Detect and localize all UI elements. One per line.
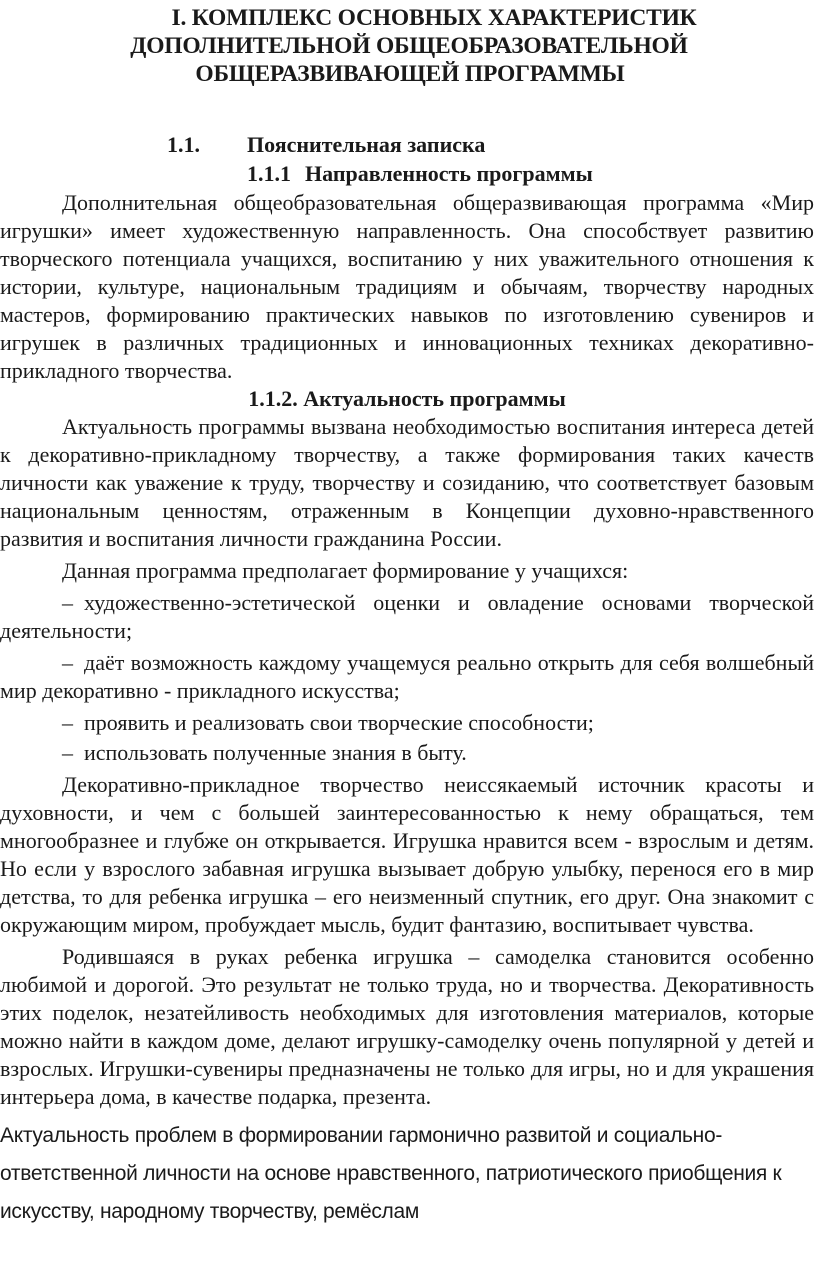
section-heading-1-1-2: 1.1.2. Актуальность программы xyxy=(248,386,566,411)
section-heading-1-1-1 xyxy=(0,159,814,189)
list-item xyxy=(0,589,814,645)
list-dash: – xyxy=(62,740,73,765)
paragraph-program-intro: Данная программа предполагает формирование у учащихся: xyxy=(62,558,629,583)
paragraph-decorative-art: Декоративно-прикладное творчество неиссякаемый источник красоты и духовности, и чем с большей заинтересованностью к нему обращаться, тем многообразнее и глубже он открывается. Игрушка нравится всем - взрослым и детям. Но если у взрослого забавная игрушка вызывает добрую улыбку, перенося его в мир детства, то для ребенка игрушка – его неизменный спутник, его друг. Она знакомит с окружающим миром, пробуждает мысль, будит фантазию, воспитывает чувства. xyxy=(0,772,814,937)
list-dash: – xyxy=(62,650,73,675)
paragraph-problems-relevance: Актуальность проблем в формировании гармонично развитой и социально-ответственной личности на основе нравственного, патриотического приобщения к искусству, народному творчеству, ремёслам xyxy=(0,1124,782,1223)
title-line-3: ОБЩЕРАЗВИВАЮЩЕЙ ПРОГРАММЫ xyxy=(195,61,625,87)
list-item-text: проявить и реализовать свои творческие способности; xyxy=(84,710,594,735)
list-item-text: даёт возможность каждому учащемуся реально открыть для себя волшебный мир декоративно - прикладного искусства; xyxy=(0,650,814,703)
list-item-text: художественно-эстетической оценки и овладение основами творческой деятельности; xyxy=(0,590,814,643)
section-title-1-1-1: Направленность программы xyxy=(305,161,593,186)
paragraph-relevance: Актуальность программы вызвана необходимостью воспитания интереса детей к декоративно-прикладному творчеству, а также формирования таких качеств личности как уважение к труду, творчеству и созиданию, что соответствует базовым национальным ценностям, отраженным в Концепции духовно-нравственного развития и воспитания личности гражданина России. xyxy=(0,414,814,551)
list-dash: – xyxy=(62,590,73,615)
paragraph-handmade-toy: Родившаяся в руках ребенка игрушка – самоделка становится особенно любимой и дорогой. Это результат не только труда, но и творчества. Декоративность этих поделок, незатейливость необходимых для изготовления материалов, которые можно найти в каждом доме, делают игрушку-самоделку очень популярной у детей и взрослых. Игрушки-сувениры предназначены не только для игры, но и для украшения интерьера дома, в качестве подарка, презента. xyxy=(0,944,814,1109)
paragraph-orientation: Дополнительная общеобразовательная общеразвивающая программа «Мир игрушки» имеет художественную направленность. Она способствует развитию творческого потенциала учащихся, воспитанию у них уважительного отношения к истории, культуре, национальным традициям и обычаям, творчеству народных мастеров, формированию практических навыков по изготовлению сувениров и игрушек в различных традиционных и инновационных техниках декоративно-прикладного творчества. xyxy=(0,190,814,383)
title-line-2: ДОПОЛНИТЕЛЬНОЙ ОБЩЕОБРАЗОВАТЕЛЬНОЙ xyxy=(130,33,688,59)
list-item xyxy=(0,649,814,705)
section-number-1-1-1: 1.1.1 xyxy=(247,161,291,186)
section-heading-1-1 xyxy=(0,131,814,159)
list-item-text: использовать полученные знания в быту. xyxy=(84,740,467,765)
list-dash: – xyxy=(62,710,73,735)
list-item xyxy=(0,709,814,737)
title-line-1: I. КОМПЛЕКС ОСНОВНЫХ ХАРАКТЕРИСТИК xyxy=(171,5,697,31)
list-item xyxy=(0,739,814,767)
document-title xyxy=(0,4,814,88)
section-number-1-1: 1.1. xyxy=(167,132,200,157)
section-title-1-1: Пояснительная записка xyxy=(247,132,486,157)
